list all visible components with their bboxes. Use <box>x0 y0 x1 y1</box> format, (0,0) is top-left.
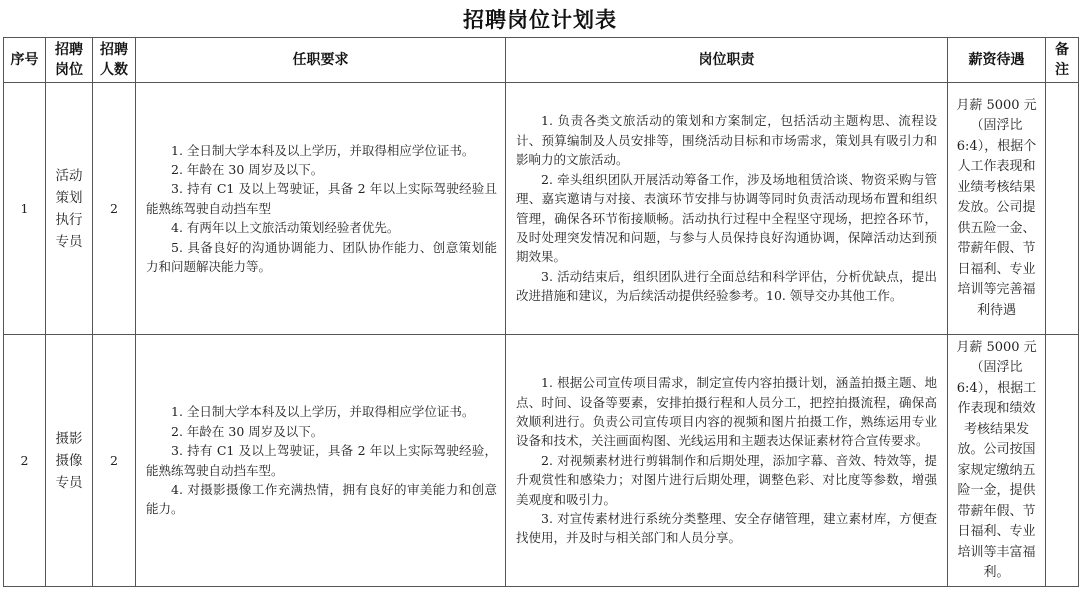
cell-seq: 1 <box>4 83 46 335</box>
cell-count: 2 <box>93 83 136 335</box>
cell-requirements <box>136 335 506 587</box>
requirement-item: 2. 年龄在 30 周岁及以下。 <box>171 161 324 177</box>
requirement-item: 3. 持有 C1 及以上驾驶证，具备 2 年以上实际驾驶经验，能熟练驾驶自动挡车型。 <box>146 443 497 478</box>
table-row <box>4 83 1079 335</box>
requirement-item: 3. 持有 C1 及以上驾驶证，具备 2 年以上实际驾驶经验且能熟练驾驶自动挡车型 <box>146 181 497 216</box>
duty-item: 1. 根据公司宣传项目需求，制定宣传内容拍摄计划，涵盖拍摄主题、地点、时间、设备等要素，安排拍摄行程和人员分工，把控拍摄流程，确保高效顺利进行。负责公司宣传项目内容的视频和图片拍摄工作，熟练运用专业设备和技术，关注画面构图、光线运用和主题表达保证素材符合宣传要求。 <box>516 375 937 449</box>
header-row <box>4 38 1079 83</box>
cell-seq: 2 <box>4 335 46 587</box>
cell-salary: 月薪 5000 元（固浮比 6:4），根据工作表现和绩效考核结果发放。公司按国家规定缴纳五险一金，提供带薪年假、节日福利、专业培训等丰富福利。 <box>948 335 1046 587</box>
duty-item: 3. 对宣传素材进行系统分类整理、安全存储管理，建立素材库，方便查找使用，并及时与相关部门和人员分享。 <box>516 511 937 546</box>
header-requirements: 任职要求 <box>136 38 506 83</box>
cell-duties <box>506 83 948 335</box>
cell-remarks <box>1046 335 1079 587</box>
requirement-item: 2. 年龄在 30 周岁及以下。 <box>171 423 324 439</box>
duty-item: 3. 活动结束后，组织团队进行全面总结和科学评估，分析优缺点，提出改进措施和建议，为后续活动提供经验参考。10. 领导交办其他工作。 <box>516 268 937 304</box>
cell-position: 摄影摄像专员 <box>46 335 93 587</box>
header-remarks: 备注 <box>1046 38 1079 83</box>
cell-requirements <box>136 83 506 335</box>
duty-item: 2. 牵头组织团队开展活动筹备工作，涉及场地租赁洽谈、物资采购与管理、嘉宾邀请与对接、表演环节安排与协调等同时负责活动现场布置和组织管理，确保各环节衔接顺畅。活动执行过程中全程坚守现场，把控各环节，及时处理突发情况和问题，与参与人员保持良好沟通协调，保障活动达到预期效果。 <box>516 171 937 265</box>
recruitment-table <box>3 37 1079 587</box>
cell-remarks <box>1046 83 1079 335</box>
requirement-item: 4. 对摄影摄像工作充满热情，拥有良好的审美能力和创意能力。 <box>146 481 497 517</box>
duty-item: 2. 对视频素材进行剪辑制作和后期处理，添加字幕、音效、特效等，提升观赏性和感染力；对图片进行后期处理，调整色彩、对比度等参数，增强美观度和吸引力。 <box>516 452 937 507</box>
requirement-item: 1. 全日制大学本科及以上学历，并取得相应学位证书。 <box>171 404 475 420</box>
header-salary: 薪资待遇 <box>948 38 1046 83</box>
cell-count: 2 <box>93 335 136 587</box>
table-row <box>4 335 1079 587</box>
cell-position: 活动策划执行专员 <box>46 83 93 335</box>
requirement-item: 5. 具备良好的沟通协调能力、团队协作能力、创意策划能力和问题解决能力等。 <box>146 239 497 275</box>
cell-duties <box>506 335 948 587</box>
duty-item: 1. 负责各类文旅活动的策划和方案制定，包括活动主题构思、流程设计、预算编制及人员安排等，围绕活动目标和市场需求，策划具有吸引力和影响力的文旅活动。 <box>516 113 937 168</box>
cell-salary: 月薪 5000 元（固浮比 6:4），根据个人工作表现和业绩考核结果发放。公司提供五险一金、带薪年假、节日福利、专业培训等完善福利待遇 <box>948 83 1046 335</box>
header-position: 招聘岗位 <box>46 38 93 83</box>
header-count: 招聘人数 <box>93 38 136 83</box>
header-seq: 序号 <box>4 38 46 83</box>
page-title: 招聘岗位计划表 <box>463 7 617 32</box>
requirement-item: 4. 有两年以上文旅活动策划经验者优先。 <box>171 220 400 236</box>
header-duties: 岗位职责 <box>506 38 948 83</box>
requirement-item: 1. 全日制大学本科及以上学历，并取得相应学位证书。 <box>171 142 475 158</box>
